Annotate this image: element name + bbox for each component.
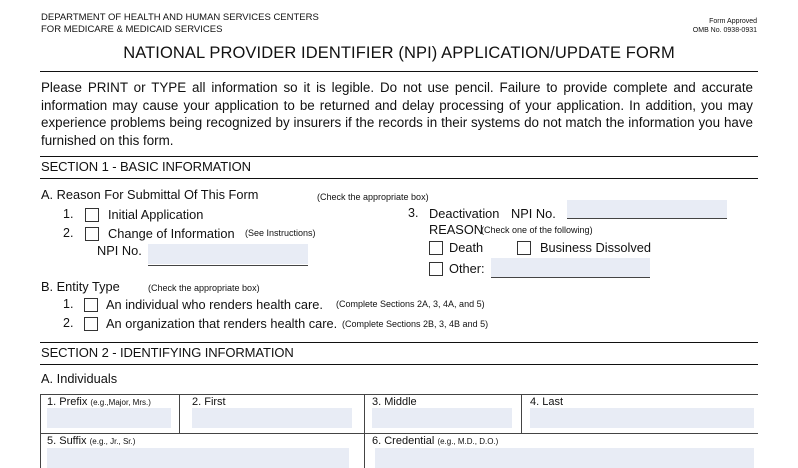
section2-top-rule bbox=[40, 342, 758, 343]
credential-field[interactable] bbox=[375, 448, 754, 468]
reason-label: A. Reason For Submittal Of This Form bbox=[41, 187, 259, 202]
section1-top-rule bbox=[40, 156, 758, 157]
death-label: Death bbox=[449, 240, 484, 255]
suffix-field[interactable] bbox=[47, 448, 349, 468]
section1-heading: SECTION 1 - BASIC INFORMATION bbox=[41, 159, 251, 174]
entity-type-label: B. Entity Type bbox=[41, 279, 120, 294]
individual-note: (Complete Sections 2A, 3, 4A, and 5) bbox=[336, 299, 485, 309]
reason-check-note: (Check one of the following) bbox=[481, 225, 593, 235]
change-npi-field[interactable] bbox=[148, 244, 308, 264]
deactivation-npi-field[interactable] bbox=[567, 200, 727, 218]
grid-divider-2 bbox=[364, 394, 365, 468]
title-divider bbox=[40, 71, 758, 72]
reason-title: REASON bbox=[429, 222, 484, 237]
reason-note: (Check the appropriate box) bbox=[317, 192, 429, 202]
option1-number: 1. bbox=[63, 207, 74, 221]
department-line-1: DEPARTMENT OF HEALTH AND HUMAN SERVICES CENTERS bbox=[41, 12, 319, 23]
prefix-field[interactable] bbox=[47, 408, 171, 428]
department-header bbox=[41, 12, 319, 36]
grid-divider-3 bbox=[521, 394, 522, 434]
middle-name-field[interactable] bbox=[372, 408, 512, 428]
section1-bottom-rule bbox=[40, 178, 758, 179]
credential-label-text: 6. Credential bbox=[372, 435, 435, 447]
form-title: NATIONAL PROVIDER IDENTIFIER (NPI) APPLICATION/UPDATE FORM bbox=[123, 44, 675, 62]
organization-note: (Complete Sections 2B, 3, 4B and 5) bbox=[342, 319, 489, 329]
credential-label bbox=[372, 435, 498, 447]
omb-number: OMB No. 0938-0931 bbox=[692, 27, 757, 34]
grid-top-line bbox=[40, 394, 758, 395]
option2-number: 2. bbox=[63, 226, 74, 240]
other-label: Other: bbox=[449, 261, 485, 276]
option3-number: 3. bbox=[408, 206, 419, 220]
organization-label: An organization that renders health care. bbox=[106, 316, 338, 331]
business-dissolved-label: Business Dissolved bbox=[540, 240, 651, 255]
other-reason-underline bbox=[491, 277, 650, 278]
section2-bottom-rule bbox=[40, 364, 758, 365]
prefix-note: (e.g.,Major, Mrs.) bbox=[90, 398, 151, 407]
form-approved-text: Form Approved bbox=[709, 18, 757, 25]
form-approval bbox=[693, 17, 757, 35]
credential-note: (e.g., M.D., D.O.) bbox=[437, 437, 499, 446]
other-checkbox[interactable] bbox=[429, 262, 443, 276]
deactivation-label: Deactivation bbox=[429, 206, 500, 221]
individuals-label: A. Individuals bbox=[41, 371, 118, 386]
change-of-information-checkbox[interactable] bbox=[85, 227, 99, 241]
suffix-note: (e.g., Jr., Sr.) bbox=[89, 437, 136, 446]
prefix-label-text: 1. Prefix bbox=[47, 396, 88, 408]
initial-application-checkbox[interactable] bbox=[85, 208, 99, 222]
grid-divider-1 bbox=[179, 394, 180, 434]
death-checkbox[interactable] bbox=[429, 241, 443, 255]
middle-name-label: 3. Middle bbox=[372, 396, 417, 408]
individual-label: An individual who renders health care. bbox=[106, 297, 323, 312]
business-dissolved-checkbox[interactable] bbox=[517, 241, 531, 255]
entity2-number: 2. bbox=[63, 316, 74, 330]
grid-middle-line bbox=[40, 433, 758, 434]
department-line-2: FOR MEDICARE & MEDICAID SERVICES bbox=[41, 24, 223, 35]
change-npi-underline bbox=[148, 265, 308, 266]
deactivation-npi-label: NPI No. bbox=[511, 206, 556, 221]
suffix-label bbox=[47, 435, 135, 447]
deactivation-npi-underline bbox=[567, 218, 727, 219]
suffix-label-text: 5. Suffix bbox=[47, 435, 87, 447]
first-name-label: 2. First bbox=[192, 396, 226, 408]
last-name-field[interactable] bbox=[530, 408, 754, 428]
change-note: (See Instructions) bbox=[245, 228, 316, 238]
other-reason-field[interactable] bbox=[491, 258, 650, 277]
last-name-label: 4. Last bbox=[530, 396, 564, 408]
entity-type-note: (Check the appropriate box) bbox=[148, 283, 260, 293]
individual-checkbox[interactable] bbox=[84, 298, 98, 312]
entity1-number: 1. bbox=[63, 297, 74, 311]
section2-heading: SECTION 2 - IDENTIFYING INFORMATION bbox=[41, 345, 294, 360]
npi-no-label: NPI No. bbox=[97, 243, 142, 258]
first-name-field[interactable] bbox=[192, 408, 352, 428]
initial-application-label: Initial Application bbox=[108, 207, 204, 222]
organization-checkbox[interactable] bbox=[84, 317, 98, 331]
grid-left-line bbox=[40, 394, 41, 468]
prefix-label bbox=[47, 396, 151, 408]
change-of-information-label: Change of Information bbox=[108, 226, 235, 241]
instructions-paragraph: Please PRINT or TYPE all information so it is legible. Do not use pencil. Failure to provide complete and accurate information may cause your application to be returned and delay processing of your application. In addition, you may experience problems being recognized by insurers if the records in their systems do not match the information you have furnished on this form. bbox=[41, 80, 753, 148]
